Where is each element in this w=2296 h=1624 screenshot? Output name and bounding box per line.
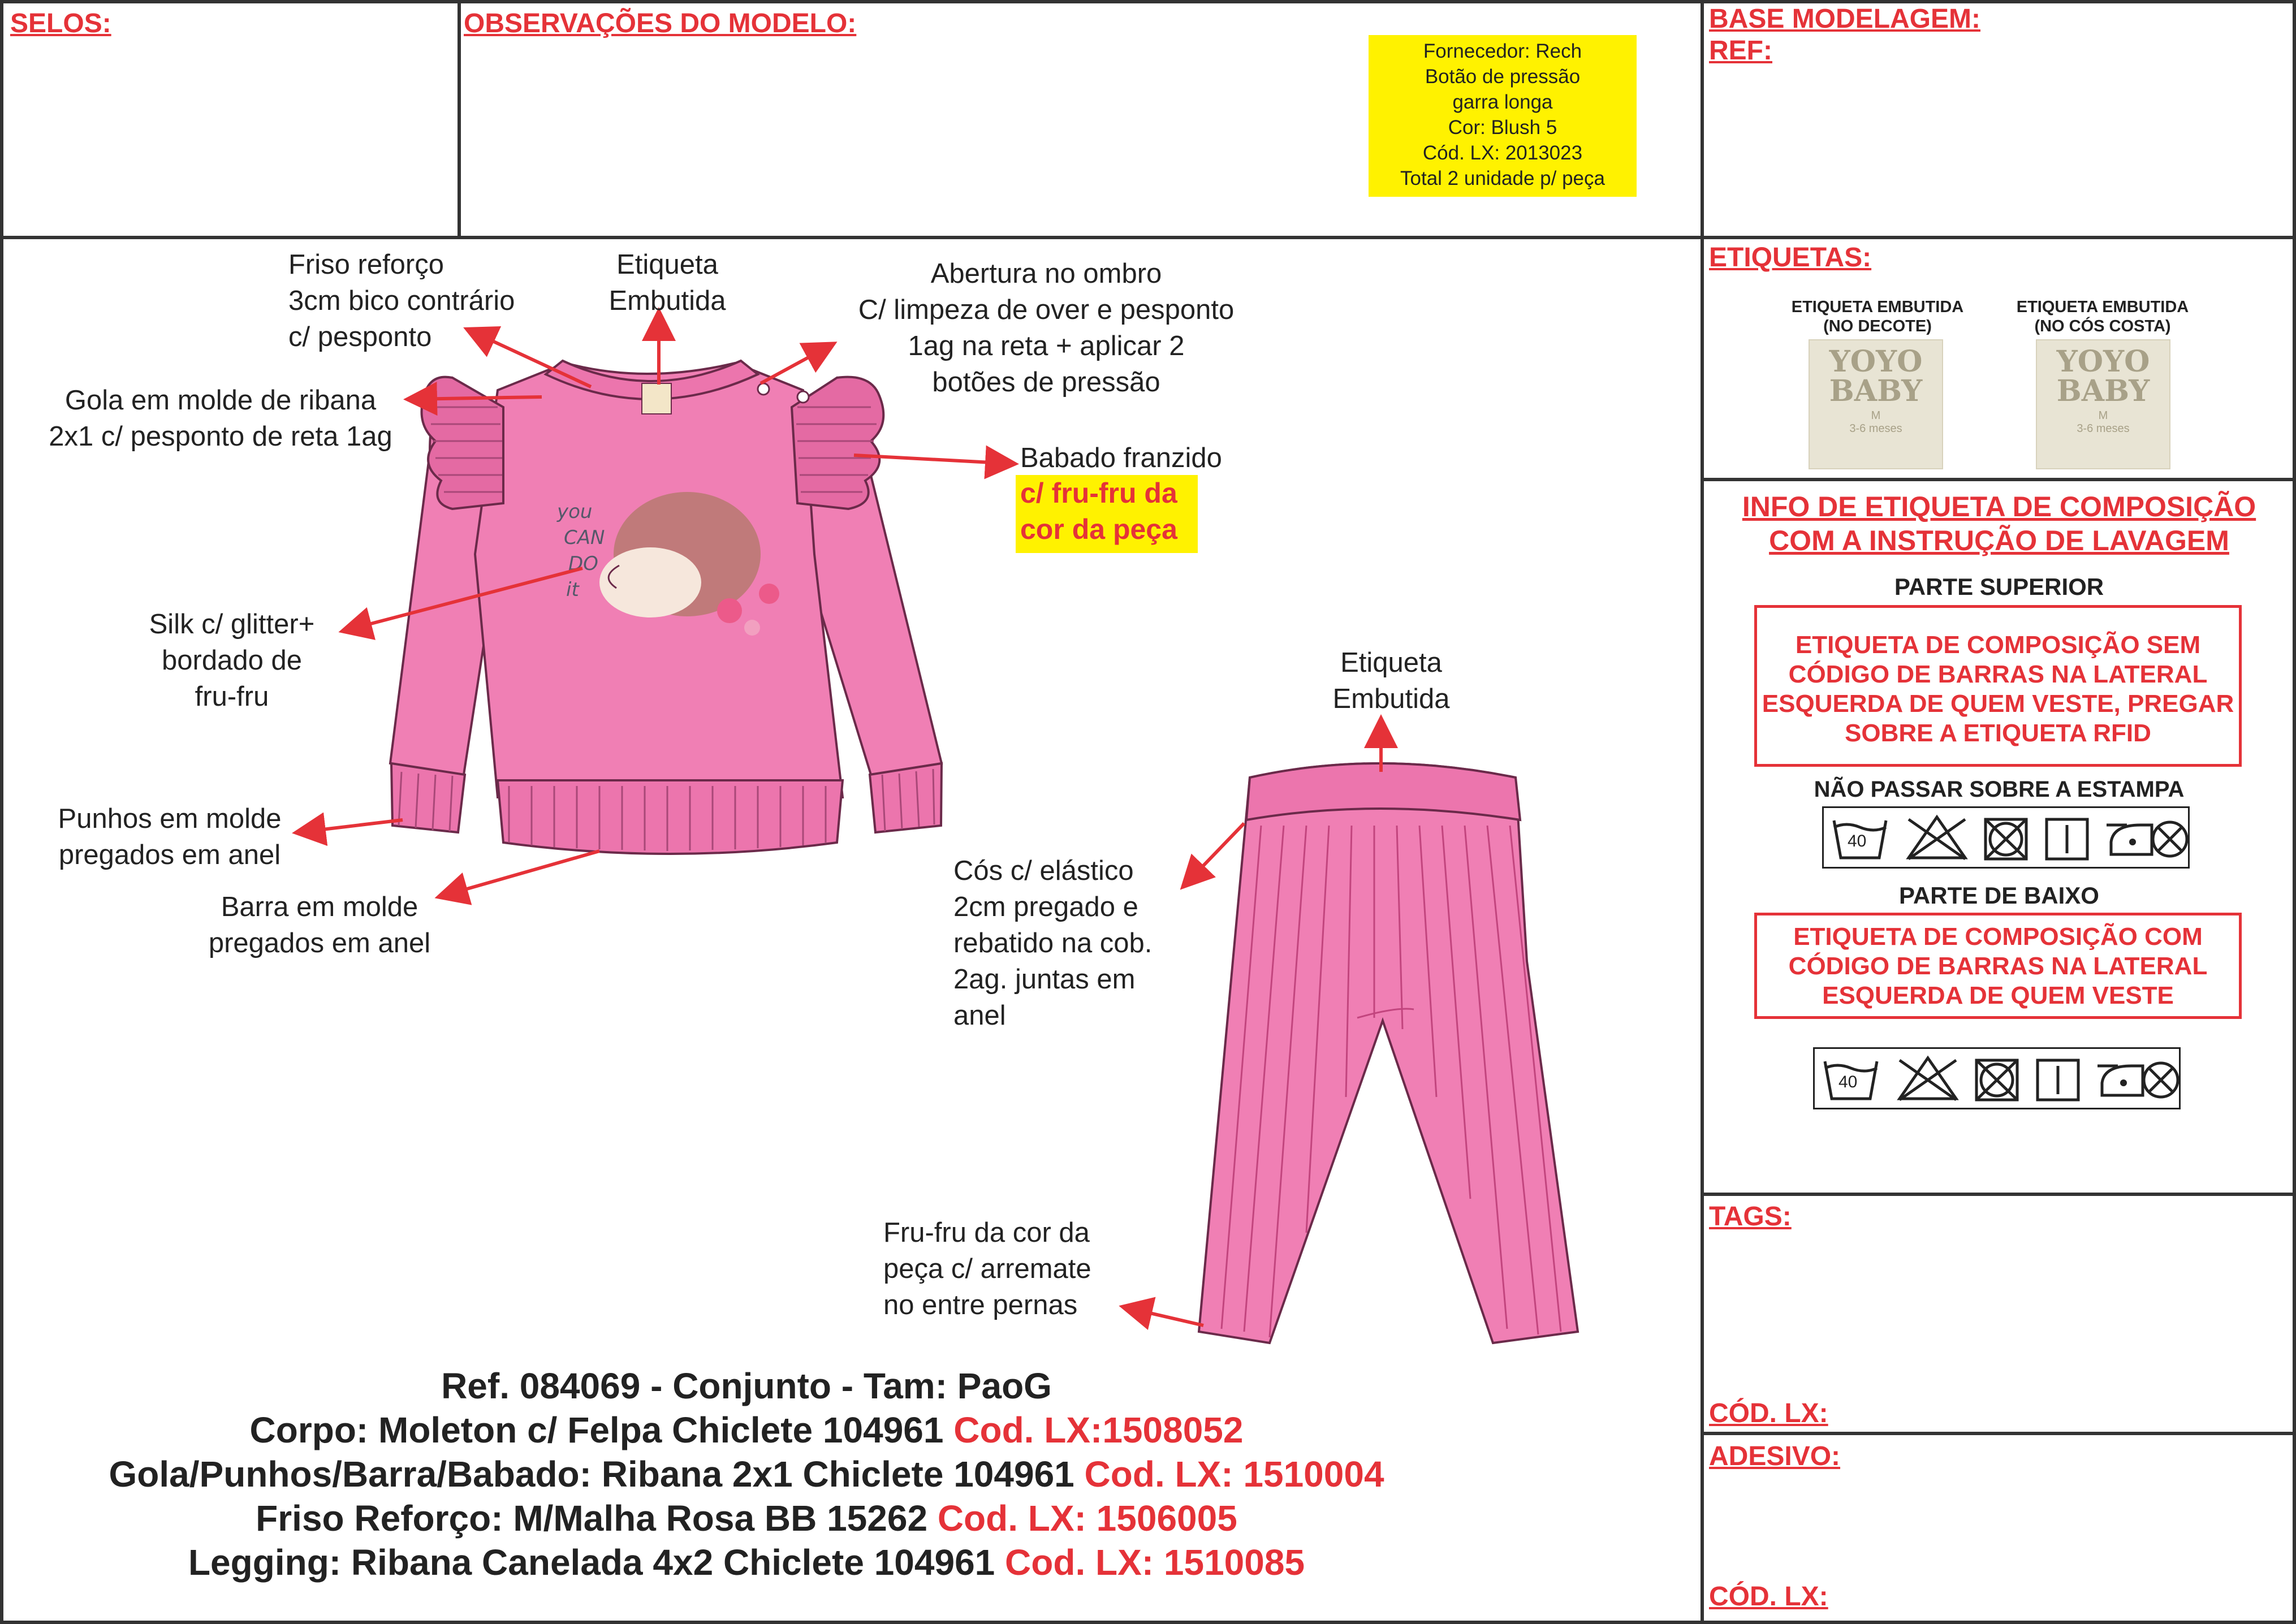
label-caption-line: (NO DECOTE) (1823, 317, 1932, 335)
supplier-line: Total 2 unidade p/ peça (1400, 167, 1605, 189)
tags-cod-lx: CÓD. LX: (1709, 1398, 1828, 1428)
arrow-cos (1185, 823, 1244, 885)
etiquetas-header: ETIQUETAS: (1709, 243, 1872, 273)
print-word: you (557, 500, 593, 523)
note-etiqueta-top (588, 247, 746, 319)
note-line: pregados em anel (208, 928, 431, 958)
selos-header: SELOS: (10, 8, 111, 38)
composition-box-line: SOBRE A ETIQUETA RFID (1845, 719, 2151, 747)
care-icons-bottom (1813, 1047, 2181, 1109)
label-caption-waist (1995, 297, 2210, 336)
note-line: Gola em molde de ribana (64, 385, 377, 416)
label-caption-line: ETIQUETA EMBUTIDA (1791, 298, 1964, 316)
spec-text: Legging: Ribana Canelada 4x2 Chiclete 104961 (188, 1542, 995, 1583)
label-tag-waist (2036, 339, 2170, 469)
spec-code: Cod. LX: 1506005 (937, 1498, 1237, 1539)
print-word: CAN (564, 526, 605, 549)
no-print-warning: NÃO PASSAR SOBRE A ESTAMPA (1814, 777, 2185, 802)
note-line: Etiqueta (616, 249, 718, 280)
label-tag-neck (1809, 339, 1943, 469)
label-caption-line: ETIQUETA EMBUTIDA (2016, 298, 2189, 316)
parte-baixo-heading: PARTE DE BAIXO (1899, 882, 2099, 909)
supplier-line: Cód. LX: 2013023 (1422, 142, 1583, 164)
composition-title-line: COM A INSTRUÇÃO DE LAVAGEM (1769, 525, 2229, 556)
composition-box-line: ESQUERDA DE QUEM VESTE, PREGAR (1762, 690, 2234, 718)
label-brand: BABY (1829, 374, 1923, 408)
tags-header: TAGS: (1709, 1202, 1792, 1232)
supplier-line: Cor: Blush 5 (1448, 116, 1557, 139)
composition-box-line: CÓDIGO DE BARRAS NA LATERAL (1788, 952, 2208, 980)
note-line: Etiqueta (1340, 647, 1442, 678)
label-brand: BABY (2056, 374, 2150, 408)
note-babado: Babado franzido (1020, 443, 1222, 473)
note-line: 2cm pregado e (953, 892, 1138, 922)
top-composition-box (1754, 605, 2242, 767)
note-barra (181, 889, 458, 961)
note-line: rebatido na cob. (953, 928, 1153, 958)
label-size: M (1871, 409, 1881, 422)
composition-title (1708, 490, 2290, 558)
note-line: Fru-fru da cor da (883, 1217, 1090, 1248)
note-line: botões de pressão (932, 367, 1160, 398)
care-icons-top (1822, 806, 2190, 869)
note-line: C/ limpeza de over e pesponto (858, 295, 1235, 325)
note-silk (113, 606, 351, 715)
label-brand: YOYO (1829, 344, 1923, 379)
observacoes-header: OBSERVAÇÕES DO MODELO: (464, 8, 857, 38)
note-line: pregados em anel (58, 840, 281, 870)
spec-text: Ref. 084069 - Conjunto - Tam: PaoG (441, 1366, 1052, 1406)
note-babado-highlight (1016, 475, 1198, 553)
note-line: 2x1 c/ pesponto de reta 1ag (49, 421, 392, 452)
note-line: 3cm bico contrário (288, 286, 515, 316)
supplier-line: Botão de pressão (1425, 66, 1581, 88)
print-word: it (566, 578, 579, 601)
spec-code: Cod. LX: 1510004 (1084, 1454, 1384, 1495)
composition-box-line: ESQUERDA DE QUEM VESTE (1822, 982, 2174, 1009)
print-word: DO (568, 552, 598, 575)
label-caption-neck (1770, 297, 1985, 336)
note-frufru (883, 1215, 1091, 1323)
spec-line (11, 1452, 1482, 1496)
wash-temp: 40 (1848, 832, 1867, 850)
arrow-punhos (299, 820, 403, 832)
spec-line (11, 1364, 1482, 1408)
note-line: Barra em molde (221, 892, 418, 922)
composition-box-line: ETIQUETA DE COMPOSIÇÃO COM (1793, 923, 2203, 951)
ref-header: REF: (1709, 36, 1772, 66)
note-line: c/ pesponto (288, 322, 432, 352)
note-line: Cós c/ elástico (953, 856, 1134, 886)
spec-text: Friso Reforço: M/Malha Rosa BB 15262 (256, 1498, 928, 1539)
note-line: peça c/ arremate (883, 1254, 1091, 1284)
arrow-babado (854, 455, 1012, 464)
spec-text: Corpo: Moleton c/ Felpa Chiclete 104961 (249, 1410, 944, 1450)
spec-line (11, 1540, 1482, 1584)
label-brand: YOYO (2056, 344, 2150, 379)
note-line: Embutida (608, 286, 726, 316)
spec-code: Cod. LX:1508052 (953, 1410, 1244, 1450)
note-line: fru-fru (195, 681, 269, 712)
care-icons-svg (1824, 808, 2188, 867)
note-line: 2ag. juntas em (953, 964, 1136, 995)
supplier-line: Fornecedor: Rech (1423, 40, 1582, 62)
spec-line (11, 1408, 1482, 1452)
spec-code: Cod. LX: 1510085 (1005, 1542, 1305, 1583)
wash-temp: 40 (1838, 1073, 1858, 1091)
note-friso (288, 247, 515, 355)
note-gola (34, 382, 407, 455)
note-line: bordado de (162, 645, 302, 676)
label-caption-line: (NO CÓS COSTA) (2034, 317, 2171, 335)
note-punhos (34, 801, 305, 873)
spec-block (11, 1364, 1482, 1584)
note-line: Punhos em molde (58, 804, 282, 834)
composition-box-line: ETIQUETA DE COMPOSIÇÃO SEM (1795, 631, 2201, 659)
note-line: 1ag na reta + aplicar 2 (908, 331, 1185, 361)
note-line: Silk c/ glitter+ (149, 609, 315, 640)
note-line: Embutida (1332, 684, 1450, 714)
arrow-gola (410, 397, 542, 399)
care-icons-svg (1815, 1049, 2179, 1108)
note-etiqueta-pants (1312, 645, 1470, 717)
arrow-frufru (1125, 1307, 1203, 1325)
arrow-silk (345, 568, 582, 630)
note-abertura (814, 256, 1278, 400)
composition-title-line: INFO DE ETIQUETA DE COMPOSIÇÃO (1742, 491, 2256, 522)
note-line: cor da peça (1020, 513, 1177, 545)
bottom-composition-box (1754, 913, 2242, 1019)
label-age: 3-6 meses (2077, 422, 2130, 435)
adesivo-cod-lx: CÓD. LX: (1709, 1582, 1828, 1612)
adesivo-header: ADESIVO: (1709, 1441, 1841, 1471)
note-line: anel (953, 1000, 1006, 1031)
spec-text: Gola/Punhos/Barra/Babado: Ribana 2x1 Chiclete 104961 (109, 1454, 1074, 1495)
note-line: Friso reforço (288, 249, 444, 280)
note-cos (953, 853, 1152, 1034)
spec-line (11, 1496, 1482, 1540)
label-size: M (2098, 409, 2108, 422)
label-age: 3-6 meses (1849, 422, 1902, 435)
note-line: Abertura no ombro (930, 258, 1162, 289)
arrow-barra (441, 851, 599, 896)
note-line: c/ fru-fru da (1020, 477, 1177, 509)
composition-box-line: CÓDIGO DE BARRAS NA LATERAL (1788, 660, 2208, 688)
base-modelagem-header: BASE MODELAGEM: (1709, 4, 1980, 34)
note-line: no entre pernas (883, 1290, 1078, 1320)
parte-superior-heading: PARTE SUPERIOR (1894, 573, 2104, 600)
supplier-line: garra longa (1452, 91, 1553, 113)
